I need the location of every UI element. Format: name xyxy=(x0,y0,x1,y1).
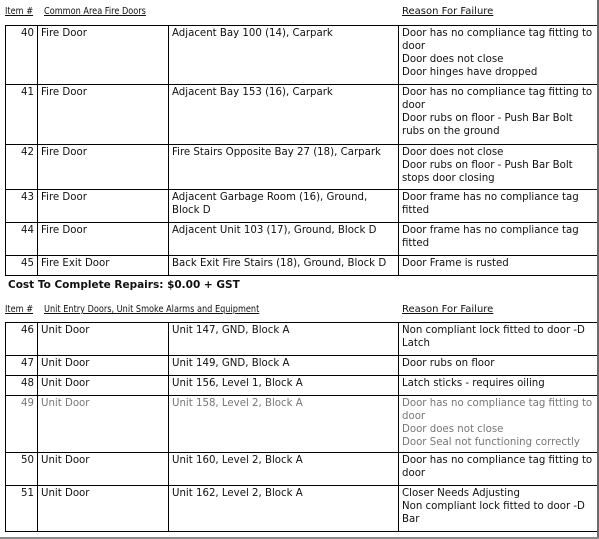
failure-reason: Door has no compliance tag fitting to door xyxy=(402,87,593,111)
item-number-cell: 41 xyxy=(6,85,38,145)
table-row xyxy=(6,26,598,85)
item-number-cell: 40 xyxy=(6,26,38,85)
table-row xyxy=(6,145,598,190)
failure-reason: Door rubs on floor - Push Bar Bolt stops door closing xyxy=(402,160,573,184)
door-type-cell: Unit Door xyxy=(38,376,169,396)
item-number-cell: 44 xyxy=(6,223,38,256)
table-row xyxy=(6,223,598,256)
location-cell: Fire Stairs Opposite Bay 27 (18), Carpark xyxy=(169,145,399,190)
failure-reason: Non compliant lock fitted to door -D Bar xyxy=(402,501,585,525)
table-row xyxy=(6,256,598,276)
item-number-cell: 45 xyxy=(6,256,38,276)
failure-reasons-cell xyxy=(399,190,598,223)
failure-reasons-cell xyxy=(399,486,598,532)
location-cell: Adjacent Unit 103 (17), Ground, Block D xyxy=(169,223,399,256)
table-row xyxy=(6,453,598,486)
item-number-cell: 47 xyxy=(6,356,38,376)
door-type-cell: Unit Door xyxy=(38,323,169,356)
fire-doors-table xyxy=(5,25,598,276)
item-number-cell: 51 xyxy=(6,486,38,532)
failure-reason: Door does not close xyxy=(402,147,504,158)
table-row xyxy=(6,323,598,356)
table-row xyxy=(6,190,598,223)
reason-for-failure-header: Reason For Failure xyxy=(402,304,494,315)
section-title-fire-doors: Common Area Fire Doors xyxy=(44,6,146,17)
failure-reasons-cell xyxy=(399,85,598,145)
item-number-cell: 43 xyxy=(6,190,38,223)
item-number-header: Item # xyxy=(5,6,34,17)
location-cell: Unit 162, Level 2, Block A xyxy=(169,486,399,532)
item-number-cell: 42 xyxy=(6,145,38,190)
door-type-cell: Unit Door xyxy=(38,356,169,376)
location-cell: Back Exit Fire Stairs (18), Ground, Block D xyxy=(169,256,399,276)
section-title-unit-entry-doors: Unit Entry Doors, Unit Smoke Alarms and Equipment xyxy=(44,304,260,315)
failure-reason: Door frame has no compliance tag fitted xyxy=(402,192,579,216)
unit-doors-table xyxy=(5,322,598,532)
table-row xyxy=(6,486,598,532)
location-cell: Unit 156, Level 1, Block A xyxy=(169,376,399,396)
reason-for-failure-header: Reason For Failure xyxy=(402,6,494,17)
item-number-cell: 49 xyxy=(6,396,38,453)
door-type-cell: Fire Door xyxy=(38,26,169,85)
item-number-header: Item # xyxy=(5,304,34,315)
failure-reason: Door frame has no compliance tag fitted xyxy=(402,225,579,249)
door-type-cell: Fire Door xyxy=(38,223,169,256)
table-row xyxy=(6,85,598,145)
failure-reasons-cell xyxy=(399,26,598,85)
failure-reason: Closer Needs Adjusting xyxy=(402,488,520,499)
failure-reason: Door rubs on floor xyxy=(402,358,495,369)
door-type-cell: Unit Door xyxy=(38,486,169,532)
location-cell: Unit 147, GND, Block A xyxy=(169,323,399,356)
cost-to-complete-repairs: Cost To Complete Repairs: $0.00 + GST xyxy=(8,279,240,291)
location-cell: Unit 160, Level 2, Block A xyxy=(169,453,399,486)
failure-reason: Door has no compliance tag fitting to door xyxy=(402,28,593,52)
door-type-cell: Fire Exit Door xyxy=(38,256,169,276)
location-cell: Adjacent Bay 153 (16), Carpark xyxy=(169,85,399,145)
door-type-cell: Unit Door xyxy=(38,396,169,453)
failure-reasons-cell xyxy=(399,356,598,376)
failure-reason: Door has no compliance tag fitting to door xyxy=(402,398,593,422)
failure-reason: Latch sticks - requires oiling xyxy=(402,378,545,389)
door-type-cell: Fire Door xyxy=(38,145,169,190)
location-cell: Unit 149, GND, Block A xyxy=(169,356,399,376)
failure-reasons-cell xyxy=(399,145,598,190)
failure-reasons-cell xyxy=(399,323,598,356)
failure-reason: Door does not close xyxy=(402,54,504,65)
failure-reason: Door hinges have dropped xyxy=(402,67,538,78)
door-type-cell: Unit Door xyxy=(38,453,169,486)
failure-reasons-cell xyxy=(399,396,598,453)
failure-reason: Door rubs on floor - Push Bar Bolt rubs on the ground xyxy=(402,113,573,137)
failure-reason: Door has no compliance tag fitting to door xyxy=(402,455,593,479)
table-row xyxy=(6,376,598,396)
item-number-cell: 48 xyxy=(6,376,38,396)
failure-reason: Non compliant lock fitted to door -D Latch xyxy=(402,325,585,349)
door-type-cell: Fire Door xyxy=(38,85,169,145)
table-row xyxy=(6,396,598,453)
failure-reason: Door Frame is rusted xyxy=(402,258,509,269)
failure-reasons-cell xyxy=(399,453,598,486)
location-cell: Adjacent Garbage Room (16), Ground, Block D xyxy=(169,190,399,223)
door-type-cell: Fire Door xyxy=(38,190,169,223)
failure-reason: Door does not close xyxy=(402,424,504,435)
location-cell: Adjacent Bay 100 (14), Carpark xyxy=(169,26,399,85)
item-number-cell: 46 xyxy=(6,323,38,356)
failure-reason: Door Seal not functioning correctly xyxy=(402,437,580,448)
location-cell: Unit 158, Level 2, Block A xyxy=(169,396,399,453)
failure-reasons-cell xyxy=(399,223,598,256)
failure-reasons-cell xyxy=(399,376,598,396)
table-row xyxy=(6,356,598,376)
failure-reasons-cell xyxy=(399,256,598,276)
item-number-cell: 50 xyxy=(6,453,38,486)
